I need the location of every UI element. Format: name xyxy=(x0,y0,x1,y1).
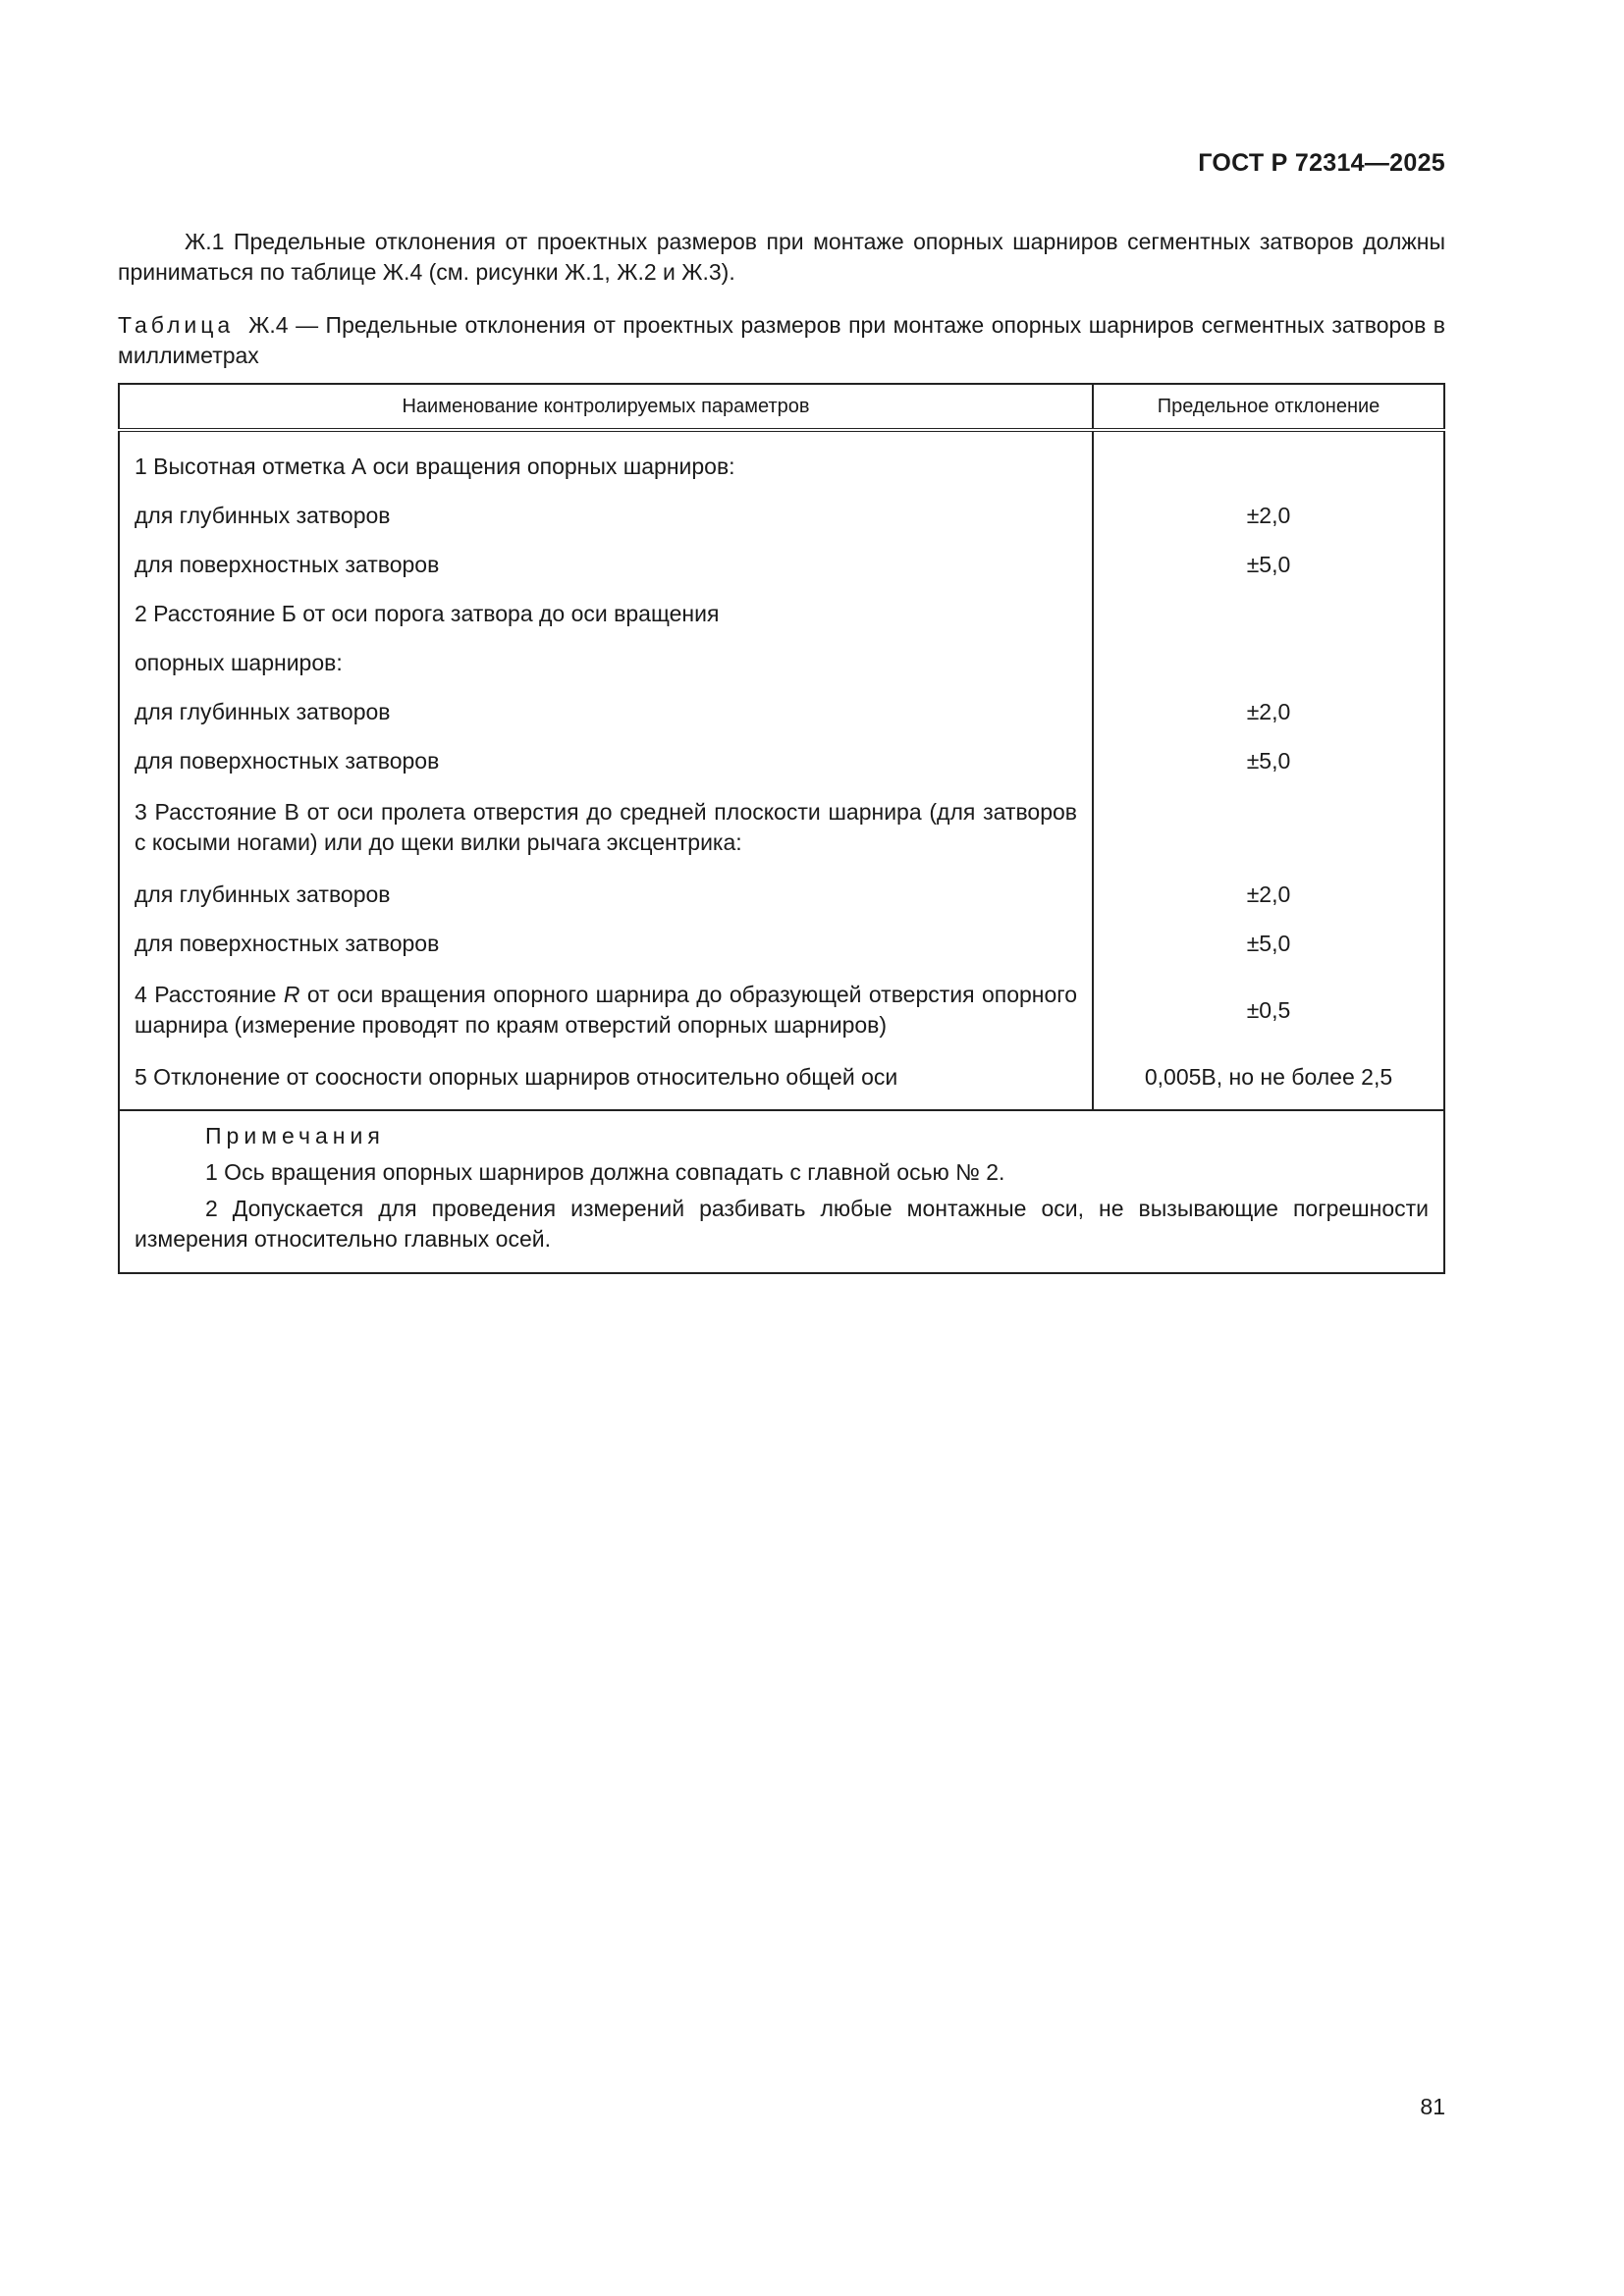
intro-paragraph: Ж.1 Предельные отклонения от проектных размеров при монтаже опорных шарниров сегментных затворов должны приниматься по таблице Ж.4 (см. рисунки Ж.1, Ж.2 и Ж.3). xyxy=(118,229,1445,285)
tolerance-cell: ±2,0 xyxy=(1093,870,1444,919)
note-item-1: 1 Ось вращения опорных шарниров должна совпадать с главной осью № 2. xyxy=(205,1159,1005,1185)
parameter-cell: 5 Отклонение от соосности опорных шарниров относительно общей оси xyxy=(119,1052,1093,1110)
table-caption-label: Таблица xyxy=(118,312,235,338)
table-header-row xyxy=(119,384,1444,430)
parameter-cell: 3 Расстояние В от оси пролета отверстия до средней плоскости шарнира (для затворов с косыми ногами) или до щеки вилки рычага эксцентрика: xyxy=(119,785,1093,870)
table-row xyxy=(119,589,1444,638)
tolerance-cell: ±5,0 xyxy=(1093,540,1444,589)
table-row xyxy=(119,430,1444,491)
table-row xyxy=(119,491,1444,540)
parameter-cell: для глубинных затворов xyxy=(119,687,1093,736)
table-caption xyxy=(118,310,1445,371)
parameter-cell xyxy=(119,968,1093,1052)
notes-cell xyxy=(119,1110,1444,1273)
tolerance-cell: ±5,0 xyxy=(1093,919,1444,968)
parameter-cell: для глубинных затворов xyxy=(119,491,1093,540)
page-number: 81 xyxy=(1420,2094,1445,2119)
parameter-cell: 2 Расстояние Б от оси порога затвора до оси вращения xyxy=(119,589,1093,638)
notes-title: Примечания xyxy=(205,1123,385,1148)
parameter-cell: для глубинных затворов xyxy=(119,870,1093,919)
table-row xyxy=(119,687,1444,736)
table-row xyxy=(119,968,1444,1052)
parameter-cell: для поверхностных затворов xyxy=(119,540,1093,589)
parameter-cell: для поверхностных затворов xyxy=(119,919,1093,968)
tolerance-cell: 0,005В, но не более 2,5 xyxy=(1093,1052,1444,1110)
tolerance-cell xyxy=(1093,785,1444,870)
table-row xyxy=(119,736,1444,785)
column-header-parameters: Наименование контролируемых параметров xyxy=(119,384,1093,430)
tolerance-cell: ±2,0 xyxy=(1093,687,1444,736)
table-row xyxy=(119,540,1444,589)
parameter-text-suffix: от оси вращения опорного шарнира до образующей отверстия опорного шарнира (измерение проводят по краям отверстий опорных шарниров) xyxy=(135,982,1077,1038)
table-row xyxy=(119,638,1444,687)
table-row xyxy=(119,870,1444,919)
tolerance-cell xyxy=(1093,430,1444,491)
note-item-2: 2 Допускается для проведения измерений разбивать любые монтажные оси, не вызывающие погрешности измерения относительно главных осей. xyxy=(135,1196,1429,1252)
tolerance-cell xyxy=(1093,589,1444,638)
parameter-symbol-r: R xyxy=(283,982,300,1007)
table-caption-text: Ж.4 — Предельные отклонения от проектных размеров при монтаже опорных шарниров сегментных затворов в миллиметрах xyxy=(118,312,1445,368)
table-row xyxy=(119,785,1444,870)
standard-code: ГОСТ Р 72314—2025 xyxy=(1198,149,1445,177)
table-row xyxy=(119,919,1444,968)
tolerance-cell: ±5,0 xyxy=(1093,736,1444,785)
parameter-text-prefix: 4 Расстояние xyxy=(135,982,284,1007)
tolerance-cell: ±2,0 xyxy=(1093,491,1444,540)
parameter-cell: для поверхностных затворов xyxy=(119,736,1093,785)
tolerance-table xyxy=(118,383,1445,1274)
tolerance-cell: ±0,5 xyxy=(1093,968,1444,1052)
tolerance-cell xyxy=(1093,638,1444,687)
column-header-tolerance: Предельное отклонение xyxy=(1093,384,1444,430)
table-row xyxy=(119,1052,1444,1110)
parameter-cell: опорных шарниров: xyxy=(119,638,1093,687)
parameter-cell: 1 Высотная отметка А оси вращения опорных шарниров: xyxy=(119,430,1093,491)
notes-row xyxy=(119,1110,1444,1273)
